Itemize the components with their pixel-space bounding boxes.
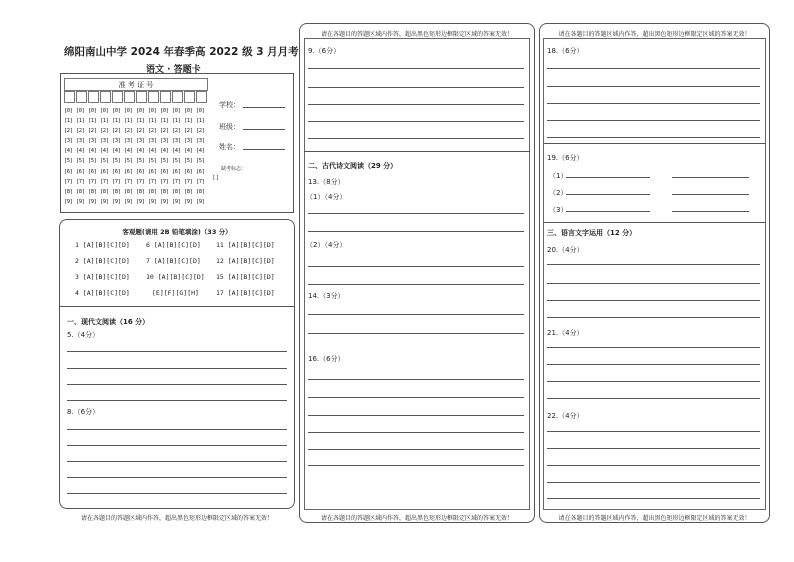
- id-digit-column[interactable]: [0] [1] [2] [3] [4] [5] [6] [7] [8] [9]: [76, 108, 85, 205]
- answer-line[interactable]: [566, 194, 650, 195]
- name-label: 姓名：: [219, 143, 240, 151]
- id-digit-column[interactable]: [0] [1] [2] [3] [4] [5] [6] [7] [8] [9]: [64, 108, 73, 205]
- objective-title: 客观题(请用 2B 铅笔填涂)（33 分）: [122, 228, 232, 236]
- id-digit-column[interactable]: [0] [1] [2] [3] [4] [5] [6] [7] [8] [9]: [184, 108, 193, 205]
- q5-label: 5.（4分）: [67, 331, 100, 339]
- id-digit-cell[interactable]: [88, 91, 99, 103]
- q13-2-label: （2）（4分）: [306, 241, 347, 249]
- objective-item[interactable]: 3 [A][B][C][D]: [75, 273, 130, 281]
- id-digit-cell[interactable]: [100, 91, 111, 103]
- id-digit-cell[interactable]: [172, 91, 183, 103]
- id-digit-column[interactable]: [0] [1] [2] [3] [4] [5] [6] [7] [8] [9]: [88, 108, 97, 205]
- classical-divider: [304, 151, 530, 152]
- answer-line[interactable]: [67, 400, 287, 401]
- answer-line[interactable]: [308, 314, 524, 315]
- id-digit-column[interactable]: [0] [1] [2] [3] [4] [5] [6] [7] [8] [9]: [160, 108, 169, 205]
- id-digit-cell[interactable]: [64, 91, 75, 103]
- answer-line[interactable]: [547, 86, 760, 87]
- objective-item[interactable]: 7 [A][B][C][D]: [146, 257, 201, 265]
- answer-line[interactable]: [547, 300, 760, 301]
- answer-line[interactable]: [67, 461, 287, 462]
- answer-line[interactable]: [547, 448, 760, 449]
- q13-1-label: （1）（4分）: [306, 193, 347, 201]
- answer-line[interactable]: [566, 177, 650, 178]
- id-digit-column[interactable]: [0] [1] [2] [3] [4] [5] [6] [7] [8] [9]: [196, 108, 205, 205]
- objective-item[interactable]: 2 [A][B][C][D]: [75, 257, 130, 265]
- school-field[interactable]: [243, 107, 285, 108]
- objective-item[interactable]: 17 [A][B][C][D]: [216, 289, 275, 297]
- page-title: 绵阳南山中学 2024 年春季高 2022 级 3 月月考: [64, 46, 299, 58]
- missing-mark-label: 缺考标志：: [221, 166, 247, 172]
- q20-label: 20.（4分）: [547, 246, 584, 254]
- id-digit-cell[interactable]: [112, 91, 123, 103]
- school-label: 学校：: [219, 101, 240, 109]
- answer-line[interactable]: [547, 103, 760, 104]
- warning-middle-top: 请在各题目的答题区域内作答，超出黑色矩形边框限定区域的答案无效！: [320, 31, 513, 38]
- objective-item[interactable]: 1 [A][B][C][D]: [75, 241, 130, 249]
- answer-line[interactable]: [308, 68, 524, 69]
- objective-item[interactable]: 6 [A][B][C][D]: [146, 241, 201, 249]
- answer-line[interactable]: [308, 231, 524, 232]
- q13-label: 13.（8分）: [308, 178, 345, 186]
- answer-line[interactable]: [67, 493, 287, 494]
- objective-item[interactable]: 12 [A][B][C][D]: [216, 257, 275, 265]
- answer-line[interactable]: [547, 347, 760, 348]
- answer-line[interactable]: [67, 445, 287, 446]
- id-number-label: 准 考 证 号: [118, 81, 154, 89]
- answer-line[interactable]: [547, 431, 760, 432]
- class-label: 班级：: [219, 123, 240, 131]
- id-digit-cell[interactable]: [160, 91, 171, 103]
- answer-line[interactable]: [547, 68, 760, 69]
- class-field[interactable]: [243, 129, 285, 130]
- answer-line[interactable]: [547, 381, 760, 382]
- language-divider: [543, 222, 766, 223]
- warning-right-bottom: 请在各题目的答题区域内作答，超出黑色矩形边框限定区域的答案无效！: [558, 515, 751, 522]
- answer-line[interactable]: [67, 368, 287, 369]
- answer-line[interactable]: [308, 138, 524, 139]
- answer-line[interactable]: [566, 211, 650, 212]
- name-field[interactable]: [243, 149, 285, 150]
- answer-line[interactable]: [672, 177, 749, 178]
- q18-label: 18.（6分）: [547, 47, 584, 55]
- id-digit-cell[interactable]: [184, 91, 195, 103]
- missing-mark-box[interactable]: [ ]: [213, 175, 219, 181]
- id-digit-cell[interactable]: [136, 91, 147, 103]
- id-digit-cell[interactable]: [76, 91, 87, 103]
- answer-line[interactable]: [67, 429, 287, 430]
- answer-line[interactable]: [308, 415, 524, 416]
- warning-left: 请在各题目的答题区域内作答，超出黑色矩形边框限定区域的答案无效！: [80, 515, 273, 522]
- answer-line[interactable]: [308, 432, 524, 433]
- answer-line[interactable]: [308, 266, 524, 267]
- section-language: 三、语言文字运用（12 分）: [547, 229, 637, 237]
- middle-inner-frame: [304, 38, 530, 510]
- answer-line[interactable]: [308, 379, 524, 380]
- q14-label: 14.（3分）: [308, 292, 345, 300]
- q8-label: 8.（6分）: [67, 408, 100, 416]
- id-digit-cell[interactable]: [124, 91, 135, 103]
- section-classical: 二、古代诗文阅读（29 分）: [308, 162, 398, 170]
- warning-right-top: 请在各题目的答题区域内作答，超出黑色矩形边框限定区域的答案无效！: [558, 31, 751, 38]
- objective-item[interactable]: [E][F][G][H]: [152, 289, 199, 297]
- answer-line[interactable]: [547, 264, 760, 265]
- section-modern: 一、现代文阅读（16 分）: [67, 318, 150, 326]
- answer-line[interactable]: [308, 465, 524, 466]
- q9-label: 9.（6分）: [308, 47, 341, 55]
- answer-line[interactable]: [547, 498, 760, 499]
- answer-line[interactable]: [308, 121, 524, 122]
- objective-item[interactable]: 11 [A][B][C][D]: [216, 241, 275, 249]
- answer-line[interactable]: [547, 120, 760, 121]
- answer-line[interactable]: [547, 398, 760, 399]
- id-digit-column[interactable]: [0] [1] [2] [3] [4] [5] [6] [7] [8] [9]: [112, 108, 121, 205]
- answer-line[interactable]: [308, 284, 524, 285]
- objective-divider: [60, 306, 294, 307]
- id-digit-column[interactable]: [0] [1] [2] [3] [4] [5] [6] [7] [8] [9]: [172, 108, 181, 205]
- q19-3-label: （3）: [549, 206, 568, 214]
- right-inner-frame: [543, 38, 766, 510]
- objective-item[interactable]: 15 [A][B][C][D]: [216, 273, 275, 281]
- answer-line[interactable]: [67, 384, 287, 385]
- objective-item[interactable]: 4 [A][B][C][D]: [75, 289, 130, 297]
- answer-line[interactable]: [67, 477, 287, 478]
- q16-label: 16.（6分）: [308, 355, 345, 363]
- id-digit-column[interactable]: [0] [1] [2] [3] [4] [5] [6] [7] [8] [9]: [124, 108, 133, 205]
- answer-line[interactable]: [547, 482, 760, 483]
- answer-line[interactable]: [672, 211, 749, 212]
- answer-line[interactable]: [308, 213, 524, 214]
- answer-line[interactable]: [547, 364, 760, 365]
- answer-line[interactable]: [308, 87, 524, 88]
- id-digit-column[interactable]: [0] [1] [2] [3] [4] [5] [6] [7] [8] [9]: [148, 108, 157, 205]
- q19-divider: [543, 143, 766, 144]
- q22-label: 22.（4分）: [547, 412, 584, 420]
- answer-line[interactable]: [308, 397, 524, 398]
- answer-line[interactable]: [672, 194, 749, 195]
- q19-2-label: （2）: [549, 189, 568, 197]
- page-subtitle: 语文 · 答题卡: [146, 65, 201, 75]
- answer-line[interactable]: [547, 465, 760, 466]
- answer-line[interactable]: [547, 283, 760, 284]
- answer-line[interactable]: [67, 351, 287, 352]
- answer-line[interactable]: [308, 104, 524, 105]
- id-digit-cell[interactable]: [196, 91, 207, 103]
- answer-line[interactable]: [547, 137, 760, 138]
- warning-middle-bottom: 请在各题目的答题区域内作答，超出黑色矩形边框限定区域的答案无效！: [320, 515, 513, 522]
- q19-label: 19.（6分）: [547, 154, 584, 162]
- q19-1-label: （1）: [549, 172, 568, 180]
- q21-label: 21.（4分）: [547, 329, 584, 337]
- answer-line[interactable]: [308, 333, 524, 334]
- id-number-header: [64, 78, 208, 91]
- answer-line[interactable]: [547, 317, 760, 318]
- answer-line[interactable]: [308, 449, 524, 450]
- id-digit-column[interactable]: [0] [1] [2] [3] [4] [5] [6] [7] [8] [9]: [136, 108, 145, 205]
- id-digit-cell[interactable]: [148, 91, 159, 103]
- id-digit-column[interactable]: [0] [1] [2] [3] [4] [5] [6] [7] [8] [9]: [100, 108, 109, 205]
- objective-item[interactable]: 10 [A][B][C][D]: [146, 273, 205, 281]
